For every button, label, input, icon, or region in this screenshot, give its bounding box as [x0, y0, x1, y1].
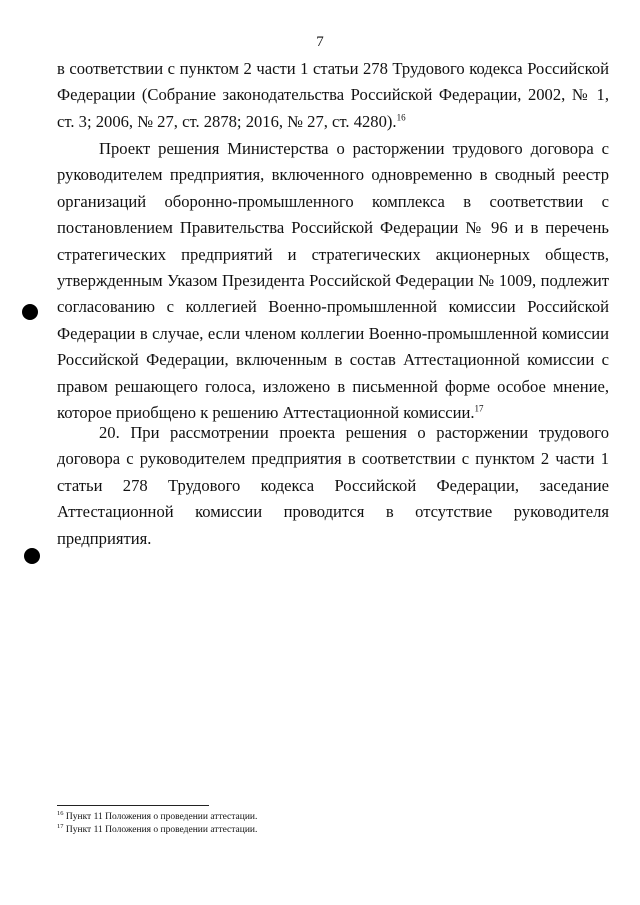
paragraph-item-20 — [57, 420, 609, 552]
paragraph-continuation — [57, 56, 609, 135]
paragraph-text: 20. При рассмотрении проекта решения о расторжении трудового договора с руководителем предприятия в соответствии с пунктом 2 части 1 статьи 278 Трудового кодекса Российской Федерации, заседание Аттестационной комиссии проводится в отсутствие руководителя предприятия. — [57, 423, 609, 548]
footnote-number: 17 — [57, 822, 64, 830]
footnote-text: Пункт 11 Положения о проведении аттестации. — [65, 825, 258, 835]
footnote-17 — [57, 824, 257, 837]
footnote-number: 16 — [57, 809, 64, 817]
footnote-separator — [57, 805, 209, 806]
footnotes-section — [57, 811, 257, 837]
footnote-text: Пункт 11 Положения о проведении аттестации. — [65, 812, 258, 822]
paragraph-text: в соответствии с пунктом 2 части 1 статьи 278 Трудового кодекса Российской Федерации (Собрание законодательства Российской Федерации, 2002, № 1, ст. 3; 2006, № 27, ст. 2878; 2016, № 27, ст. 4280). — [57, 59, 609, 131]
paragraph-text: Проект решения Министерства о расторжении трудового договора с руководителем предприятия, включенного одновременно в сводный реестр организаций оборонно-промышленного комплекса в соответствии с постановлением Правительства Российской Федерации № 96 и в перечень стратегических предприятий и стратегических акционерных обществ, утвержденным Указом Президента Российской Федерации № 1009, подлежит согласованию с коллегией Военно-промышленной комиссии Российской Федерации в случае, если членом коллегии Военно-промышленной комиссии Российской Федерации, включенным в состав Аттестационной комиссии с правом решающего голоса, изложено в письменной форме особое мнение, которое приобщено к решению Аттестационной комиссии. — [57, 139, 609, 423]
footnote-reference: 17 — [474, 403, 484, 414]
punch-hole-mark — [24, 548, 40, 564]
paragraph-approval-procedure — [57, 136, 609, 426]
footnote-16 — [57, 811, 257, 824]
footnote-reference: 16 — [396, 112, 406, 123]
punch-hole-mark — [22, 304, 38, 320]
page-number: 7 — [316, 34, 324, 50]
